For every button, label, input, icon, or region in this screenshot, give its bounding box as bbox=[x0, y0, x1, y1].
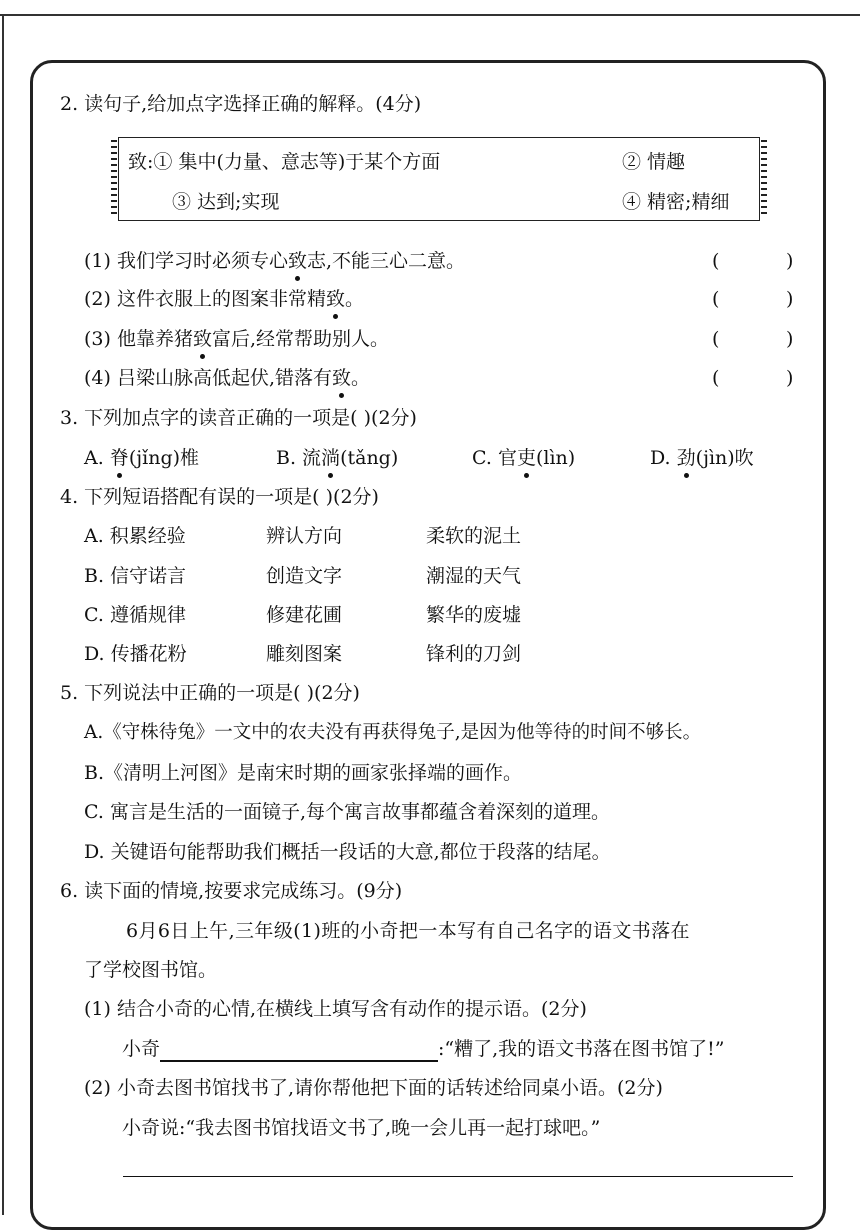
q2-item-2-dotted-char: 致 bbox=[325, 288, 345, 310]
q2-item-3-dotted-char: 致 bbox=[192, 328, 212, 350]
q3-option-c-post: (lìn) bbox=[535, 447, 576, 469]
q6-sub1-prompt: (1) 结合小奇的心情,在横线上填写含有动作的提示语。(2分) bbox=[84, 998, 587, 1020]
q3-option-c-pre: C. 官 bbox=[472, 447, 517, 469]
q3-stem: 3. 下列加点字的读音正确的一项是( )(2分) bbox=[60, 407, 417, 429]
q2-item-3 bbox=[84, 326, 389, 352]
q5-option-c[interactable]: C. 寓言是生活的一面镜子,每个寓言故事都蕴含着深刻的道理。 bbox=[84, 801, 610, 823]
q3-option-a-pre: A. bbox=[84, 447, 110, 469]
q4-row-c-col-2: 修建花圃 bbox=[266, 604, 343, 626]
q6-context-line-2: 了学校图书馆。 bbox=[84, 959, 218, 981]
q6-sub2-answer-line[interactable] bbox=[123, 1176, 793, 1177]
q6-sub2-prompt: (2) 小奇去图书馆找书了,请你帮他把下面的话转述给同桌小语。(2分) bbox=[84, 1077, 663, 1099]
definition-prefix: 致: bbox=[128, 151, 154, 173]
q3-option-b-dotted-char: 淌 bbox=[321, 447, 341, 469]
q2-item-4 bbox=[84, 365, 370, 391]
definition-1: ① 集中(力量、意志等)于某个方面 bbox=[153, 151, 441, 173]
q4-row-d-col-1[interactable]: D. 传播花粉 bbox=[84, 643, 187, 665]
q4-row-a-col-2: 辨认方向 bbox=[266, 525, 343, 547]
answer-paren-open-2[interactable]: ( bbox=[712, 288, 720, 310]
q4-row-a-col-1[interactable]: A. 积累经验 bbox=[84, 525, 186, 547]
q2-item-1-pre: (1) 我们学习时必须专心 bbox=[84, 250, 288, 272]
q3-option-d-dotted-char: 劲 bbox=[676, 447, 696, 469]
q2-item-3-post: 富后,经常帮助别人。 bbox=[211, 328, 390, 350]
q2-item-4-pre: (4) 吕梁山脉高低起伏,错落有 bbox=[84, 367, 332, 389]
q4-row-c-col-1[interactable]: C. 遵循规律 bbox=[84, 604, 186, 626]
q3-option-a-post: (jǐng)椎 bbox=[128, 447, 200, 469]
q5-option-b[interactable]: B.《清明上河图》是南宋时期的画家张择端的画作。 bbox=[84, 762, 523, 784]
q4-stem: 4. 下列短语搭配有误的一项是( )(2分) bbox=[60, 486, 379, 508]
q3-option-d[interactable] bbox=[650, 445, 754, 471]
tag-fill-blank[interactable] bbox=[160, 1038, 438, 1062]
q2-item-4-post: 。 bbox=[351, 367, 371, 389]
q2-item-3-pre: (3) 他靠养猪 bbox=[84, 328, 193, 350]
definition-2: ② 情趣 bbox=[622, 151, 686, 173]
q4-row-a-col-3: 柔软的泥土 bbox=[426, 525, 522, 547]
q3-option-d-post: (jìn)吹 bbox=[695, 447, 754, 469]
q4-row-d-col-3: 锋利的刀剑 bbox=[426, 643, 522, 665]
q6-sub2-quote: 小奇说:“我去图书馆找语文书了,晚一会儿再一起打球吧。” bbox=[122, 1117, 601, 1139]
q6-context-line-1: 6月6日上午,三年级(1)班的小奇把一本写有自己名字的语文书落在 bbox=[126, 920, 690, 942]
q3-option-c-dotted-char: 吏 bbox=[516, 447, 536, 469]
q4-row-d-col-2: 雕刻图案 bbox=[266, 643, 343, 665]
q2-item-2-post: 。 bbox=[344, 288, 364, 310]
q3-option-b-post: (tǎng) bbox=[340, 447, 399, 469]
q5-stem: 5. 下列说法中正确的一项是( )(2分) bbox=[60, 682, 360, 704]
q3-option-a-dotted-char: 脊 bbox=[109, 447, 129, 469]
q5-option-d[interactable]: D. 关键语句能帮助我们概括一段话的大意,都位于段落的结尾。 bbox=[84, 841, 611, 863]
q3-option-b[interactable] bbox=[276, 445, 398, 471]
q3-option-b-pre: B. 流 bbox=[276, 447, 322, 469]
definition-row-1 bbox=[128, 149, 440, 175]
q4-row-b-col-2: 创造文字 bbox=[266, 565, 343, 587]
answer-paren-open-1[interactable]: ( bbox=[712, 250, 720, 272]
q6-sub1-quote: :“糟了,我的语文书落在图书馆了!” bbox=[438, 1038, 725, 1060]
definition-3: ③ 达到;实现 bbox=[172, 191, 280, 213]
q2-item-2 bbox=[84, 286, 364, 312]
page-top-rule bbox=[0, 14, 860, 16]
answer-paren-close-3: ) bbox=[786, 328, 794, 350]
q5-option-a[interactable]: A.《守株待兔》一文中的农夫没有再获得兔子,是因为他等待的时间不够长。 bbox=[84, 722, 702, 743]
q2-item-1-dotted-char: 致 bbox=[287, 250, 307, 272]
definition-4: ④ 精密;精细 bbox=[622, 191, 730, 213]
q3-option-c[interactable] bbox=[472, 445, 575, 471]
answer-paren-close-2: ) bbox=[786, 288, 794, 310]
answer-paren-open-4[interactable]: ( bbox=[712, 367, 720, 389]
q3-option-d-pre: D. bbox=[650, 447, 677, 469]
q2-stem: 2. 读句子,给加点字选择正确的解释。(4分) bbox=[60, 93, 422, 115]
page-left-rule bbox=[2, 14, 4, 1215]
q2-item-1 bbox=[84, 248, 465, 274]
q2-item-1-post: 志,不能三心二意。 bbox=[306, 250, 466, 272]
q4-row-c-col-3: 繁华的废墟 bbox=[426, 604, 522, 626]
q2-item-2-pre: (2) 这件衣服上的图案非常精 bbox=[84, 288, 326, 310]
q6-sub1-line bbox=[122, 1036, 725, 1062]
q6-stem: 6. 读下面的情境,按要求完成练习。(9分) bbox=[60, 880, 403, 902]
answer-paren-close-4: ) bbox=[786, 367, 794, 389]
q6-sub1-speaker: 小奇 bbox=[122, 1038, 161, 1060]
q2-item-4-dotted-char: 致 bbox=[332, 367, 352, 389]
q4-row-b-col-1[interactable]: B. 信守诺言 bbox=[84, 565, 187, 587]
q3-option-a[interactable] bbox=[84, 445, 199, 471]
answer-paren-close-1: ) bbox=[786, 250, 794, 272]
answer-paren-open-3[interactable]: ( bbox=[712, 328, 720, 350]
q4-row-b-col-3: 潮湿的天气 bbox=[426, 565, 522, 587]
